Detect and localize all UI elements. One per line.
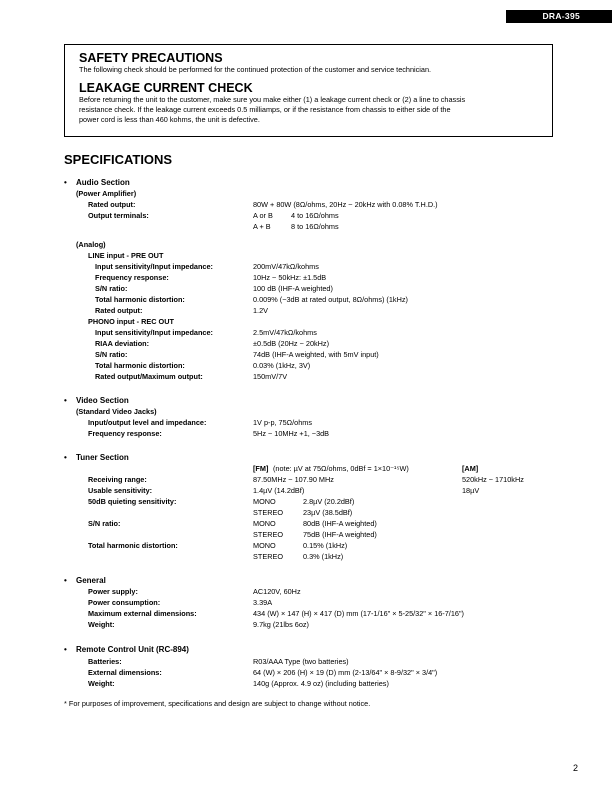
line-input-heading: LINE input - PRE OUT xyxy=(88,251,164,260)
spec-label: S/N ratio: xyxy=(95,284,128,293)
spec-value: 2.5mV/47kΩ/kohms xyxy=(253,328,317,337)
model-name: DRA-395 xyxy=(542,11,580,21)
spec-value: 80dB (IHF-A weighted) xyxy=(303,519,377,528)
spec-value: 23µV (38.5dBf) xyxy=(303,508,353,517)
spec-value: 0.15% (1kHz) xyxy=(303,541,348,550)
spec-value: 0.03% (1kHz, 3V) xyxy=(253,361,311,370)
spec-value: 1.4µV (14.2dBf) xyxy=(253,486,305,495)
safety-box xyxy=(64,44,553,137)
audio-section-heading: Audio Section xyxy=(76,178,130,187)
spec-label: Rated output/Maximum output: xyxy=(95,372,203,381)
spec-label: Frequency response: xyxy=(88,429,162,438)
spec-value: 18µV xyxy=(462,486,480,495)
spec-label: Usable sensitivity: xyxy=(88,486,153,495)
leakage-line: Before returning the unit to the customer, make sure you make either (1) a leakage current check or (2) a line to chassis xyxy=(79,95,466,104)
bullet-icon: • xyxy=(64,645,67,654)
spec-value: 1V p-p, 75Ω/ohms xyxy=(253,418,312,427)
spec-label: Frequency response: xyxy=(95,273,169,282)
specifications-title: SPECIFICATIONS xyxy=(64,152,173,167)
model-header-tab xyxy=(506,10,612,23)
video-section-heading: Video Section xyxy=(76,396,129,405)
spec-label: 50dB quieting sensitivity: xyxy=(88,497,177,506)
spec-label: Total harmonic distortion: xyxy=(95,361,185,370)
spec-value: A + B xyxy=(253,222,271,231)
spec-label: Output terminals: xyxy=(88,211,149,220)
spec-value: 200mV/47kΩ/kohms xyxy=(253,262,319,271)
spec-value: 140g (Approx. 4.9 oz) (including batteries) xyxy=(253,679,389,688)
bullet-icon: • xyxy=(64,576,67,585)
spec-value: 87.50MHz ~ 107.90 MHz xyxy=(253,475,334,484)
spec-value: 9.7kg (21lbs 6oz) xyxy=(253,620,309,629)
spec-value: 100 dB (IHF-A weighted) xyxy=(253,284,333,293)
bullet-icon: • xyxy=(64,178,67,187)
bullet-icon: • xyxy=(64,453,67,462)
mode-label: STEREO xyxy=(253,552,284,561)
spec-label: S/N ratio: xyxy=(95,350,128,359)
spec-value: 0.3% (1kHz) xyxy=(303,552,344,561)
page-number: 2 xyxy=(573,763,579,773)
spec-value: 5Hz ~ 10MHz +1, −3dB xyxy=(253,429,330,438)
spec-value: 150mV/7V xyxy=(253,372,288,381)
spec-value: 10Hz ~ 50kHz: ±1.5dB xyxy=(253,273,327,282)
spec-label: Batteries: xyxy=(88,657,122,666)
spec-label: Maximum external dimensions: xyxy=(88,609,197,618)
spec-label: Rated output: xyxy=(95,306,143,315)
mode-label: MONO xyxy=(253,519,276,528)
spec-label: Weight: xyxy=(88,679,115,688)
footnote: * For purposes of improvement, specifications and design are subject to change without notice. xyxy=(64,699,371,708)
leakage-line: resistance check. If the leakage current exceeds 0.5 milliamps, or if the resistance from chassis to either side of the xyxy=(79,105,451,114)
spec-label: Rated output: xyxy=(88,200,136,209)
spec-value: 8 to 16Ω/ohms xyxy=(291,222,339,231)
analog-subheading: (Analog) xyxy=(76,240,106,249)
spec-label: Power consumption: xyxy=(88,598,161,607)
spec-value: AC120V, 60Hz xyxy=(253,587,301,596)
mode-label: MONO xyxy=(253,497,276,506)
safety-text: The following check should be performed for the continued protection of the customer and service technician. xyxy=(79,65,432,74)
spec-value: ±0.5dB (20Hz ~ 20kHz) xyxy=(253,339,329,348)
spec-value: 75dB (IHF-A weighted) xyxy=(303,530,377,539)
mode-label: MONO xyxy=(253,541,276,550)
video-subheading: (Standard Video Jacks) xyxy=(76,407,157,416)
spec-label: Weight: xyxy=(88,620,115,629)
spec-label: Total harmonic distortion: xyxy=(95,295,185,304)
leakage-title: LEAKAGE CURRENT CHECK xyxy=(79,81,253,95)
bullet-icon: • xyxy=(64,396,67,405)
safety-title: SAFETY PRECAUTIONS xyxy=(79,51,223,65)
spec-value: 80W + 80W (8Ω/ohms, 20Hz ~ 20kHz with 0.08% T.H.D.) xyxy=(253,200,438,209)
spec-label: Receiving range: xyxy=(88,475,147,484)
spec-value: 74dB (IHF-A weighted, with 5mV input) xyxy=(253,350,379,359)
spec-value: A or B xyxy=(253,211,273,220)
fm-tag: [FM] xyxy=(253,464,269,473)
spec-label: S/N ratio: xyxy=(88,519,121,528)
mode-label: STEREO xyxy=(253,530,284,539)
phono-input-heading: PHONO input - REC OUT xyxy=(88,317,174,326)
spec-value: 0.009% (−3dB at rated output, 8Ω/ohms) (1kHz) xyxy=(253,295,408,304)
spec-label: RIAA deviation: xyxy=(95,339,150,348)
spec-value: 1.2V xyxy=(253,306,269,315)
spec-label: Power supply: xyxy=(88,587,138,596)
spec-label: Input sensitivity/Input impedance: xyxy=(95,328,213,337)
spec-value: 4 to 16Ω/ohms xyxy=(291,211,339,220)
spec-value: 64 (W) × 206 (H) × 19 (D) mm (2-13/64" × 8-9/32" × 3/4") xyxy=(253,668,438,677)
leakage-line: power cord is less than 460 kohms, the unit is defective. xyxy=(79,115,260,124)
fm-note: (note: µV at 75Ω/ohms, 0dBf = 1×10⁻¹⁵W) xyxy=(273,464,409,473)
spec-value: 520kHz ~ 1710kHz xyxy=(462,475,524,484)
power-amp-subheading: (Power Amplifier) xyxy=(76,189,137,198)
spec-label: Input/output level and impedance: xyxy=(88,418,207,427)
mode-label: STEREO xyxy=(253,508,284,517)
spec-value: 434 (W) × 147 (H) × 417 (D) mm (17-1/16" × 5-25/32" × 16-7/16") xyxy=(253,609,464,618)
spec-value: R03/AAA Type (two batteries) xyxy=(253,657,349,666)
spec-label: Total harmonic distortion: xyxy=(88,541,178,550)
am-tag: [AM] xyxy=(462,464,479,473)
spec-label: Input sensitivity/Input impedance: xyxy=(95,262,213,271)
spec-value: 2.8µV (20.2dBf) xyxy=(303,497,355,506)
spec-value: 3.39A xyxy=(253,598,273,607)
spec-label: External dimensions: xyxy=(88,668,162,677)
remote-section-heading: Remote Control Unit (RC-894) xyxy=(76,645,189,654)
tuner-section-heading: Tuner Section xyxy=(76,453,129,462)
general-section-heading: General xyxy=(76,576,106,585)
